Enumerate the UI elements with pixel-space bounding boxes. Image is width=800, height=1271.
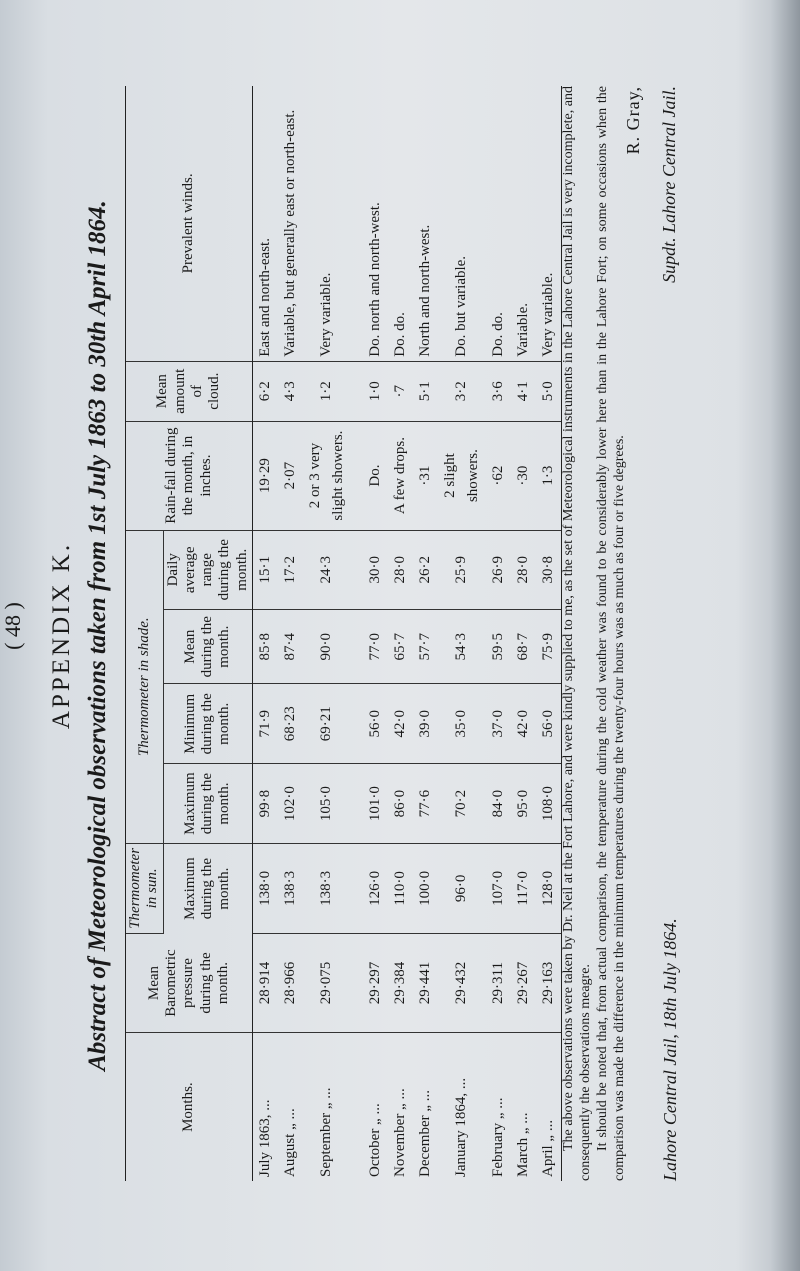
winds-cell: Do. do. (486, 86, 511, 361)
sun-max-cell: 110·0 (388, 843, 413, 933)
shade-mean-cell: 77·0 (363, 609, 388, 683)
table-row (278, 86, 303, 1181)
header-shade-range: Daily average range during the month. (163, 530, 252, 609)
month-cell: January 1864, (453, 1092, 470, 1177)
barometric-cell: 29·432 (438, 933, 486, 1032)
leader-dots: ... (539, 1119, 556, 1132)
rainfall-cell: ·62 (486, 421, 511, 530)
rainfall-cell: ·30 (511, 421, 536, 530)
shade-max-cell: 101·0 (363, 764, 388, 844)
rainfall-cell: 2 or 3 very slight showers. (303, 421, 351, 530)
cloud-cell: 6·2 (252, 361, 278, 421)
cloud-cell: ·7 (388, 361, 413, 421)
shade-min-cell: 71·9 (252, 684, 278, 764)
table-title: Abstract of Meteorological observations taken from 1st July 1863 to 30th April 1864. (84, 200, 111, 1071)
shade-min-cell: 37·0 (486, 684, 511, 764)
sun-max-cell: 126·0 (363, 843, 388, 933)
cloud-cell: 1·0 (363, 361, 388, 421)
shade-min-cell: 68·23 (278, 684, 303, 764)
table-row (252, 86, 278, 1181)
table-row (438, 86, 486, 1181)
sun-max-cell: 117·0 (511, 843, 536, 933)
rainfall-cell: 19·29 (252, 421, 278, 530)
header-shade-max: Maximum during the month. (163, 764, 252, 844)
month-cell: July 1863, (256, 1114, 273, 1177)
page-number: ( 48 ) (0, 602, 25, 650)
shade-mean-cell: 85·8 (252, 609, 278, 683)
cloud-cell: 5·0 (536, 361, 562, 421)
shade-max-cell: 70·2 (438, 764, 486, 844)
shade-max-cell: 77·6 (413, 764, 438, 844)
leader-dots: ... (453, 1077, 470, 1090)
shade-mean-cell: 65·7 (388, 609, 413, 683)
rainfall-cell: ·31 (413, 421, 438, 530)
leader-dots: ... (281, 1108, 298, 1120)
shade-max-cell: 99·8 (252, 764, 278, 844)
shade-max-cell: 95·0 (511, 764, 536, 844)
month-cell: October „ (366, 1118, 383, 1177)
signature-block (615, 86, 687, 283)
cloud-cell: 3·6 (486, 361, 511, 421)
month-cell: February „ (489, 1112, 506, 1177)
shade-range-cell: 25·9 (438, 530, 486, 609)
shade-range-cell: 17·2 (278, 530, 303, 609)
header-shade-group: Thermometer in shade. (126, 530, 164, 843)
header-cloud: Mean amount of cloud. (126, 361, 253, 421)
header-shade-mean: Mean during the month. (163, 609, 252, 683)
barometric-cell: 28·914 (252, 933, 278, 1032)
shade-range-cell: 15·1 (252, 530, 278, 609)
rainfall-cell: A few drops. (388, 421, 413, 530)
signatory-office: Supdt. Lahore Central Jail. (659, 86, 679, 283)
footnote-paragraph: It should be noted that, from actual comparison, the temperature during the cold weather was found to be considerably lower here than in the Lahore Fort; on some occasions when the comparison was made the difference in the minimum temperatures during the twenty-four hours was as much as four or five degrees. (595, 86, 627, 1181)
shade-mean-cell: 57·7 (413, 609, 438, 683)
header-sun-max: Maximum during the month. (163, 843, 252, 933)
cloud-cell: 4·1 (511, 361, 536, 421)
shade-min-cell: 56·0 (363, 684, 388, 764)
rainfall-cell: 1·3 (536, 421, 562, 530)
table-row (511, 86, 536, 1181)
header-months: Months. (126, 1033, 253, 1181)
month-cell: March „ (514, 1127, 531, 1177)
month-cell: November „ (391, 1103, 408, 1177)
shade-range-cell: 30·8 (536, 530, 562, 609)
leader-dots: ... (489, 1097, 506, 1109)
winds-cell: Very variable. (303, 86, 351, 361)
header-shade-min: Minimum during the month. (163, 684, 252, 764)
shade-mean-cell: 87·4 (278, 609, 303, 683)
barometric-cell: 28·966 (278, 933, 303, 1032)
shade-range-cell: 28·0 (511, 530, 536, 609)
table-row (536, 86, 562, 1181)
month-cell: August „ (281, 1123, 298, 1177)
shade-min-cell: 42·0 (388, 684, 413, 764)
table-row (363, 86, 388, 1181)
winds-cell: East and north-east. (252, 86, 278, 361)
leader-dots: ... (416, 1089, 433, 1102)
header-winds: Prevalent winds. (126, 86, 253, 361)
place-date: Lahore Central Jail, 18th July 1864. (660, 918, 680, 1181)
cloud-cell: 1·2 (303, 361, 351, 421)
table-row (486, 86, 511, 1181)
appendix-heading: APPENDIX K. (48, 541, 75, 730)
sun-max-cell: 100·0 (413, 843, 438, 933)
shade-range-cell: 26·9 (486, 530, 511, 609)
rainfall-cell: Do. (363, 421, 388, 530)
shade-mean-cell: 90·0 (303, 609, 351, 683)
shade-mean-cell: 75·9 (536, 609, 562, 683)
cloud-cell: 3·2 (438, 361, 486, 421)
shade-max-cell: 108·0 (536, 764, 562, 844)
leader-dots: ... (256, 1099, 273, 1111)
shade-max-cell: 84·0 (486, 764, 511, 844)
header-sun-group: Thermometer in sun. (126, 843, 164, 933)
leader-dots: ... (514, 1112, 531, 1124)
leader-dots: ... (366, 1103, 383, 1115)
header-rainfall: Rain-fall during the month, in inches. (126, 421, 253, 530)
shade-max-cell: 105·0 (303, 764, 351, 844)
shade-max-cell: 86·0 (388, 764, 413, 844)
barometric-cell: 29·267 (511, 933, 536, 1032)
winds-cell: North and north-west. (413, 86, 438, 361)
sun-max-cell: 138·3 (278, 843, 303, 933)
cloud-cell: 4·3 (278, 361, 303, 421)
header-barometric: Mean Barometric pressure during the month. (126, 933, 253, 1032)
signatory-name: R. Gray, (623, 86, 643, 155)
shade-max-cell: 102·0 (278, 764, 303, 844)
sun-max-cell: 107·0 (486, 843, 511, 933)
shade-range-cell: 24·3 (303, 530, 351, 609)
winds-cell: Variable, but generally east or north-east. (278, 86, 303, 361)
table-row (413, 86, 438, 1181)
shade-range-cell: 26·2 (413, 530, 438, 609)
winds-cell: Very variable. (536, 86, 562, 361)
leader-dots: ... (318, 1087, 335, 1099)
rainfall-cell: 2·07 (278, 421, 303, 530)
rainfall-cell: 2 slight showers. (438, 421, 486, 530)
winds-cell: Do. but variable. (438, 86, 486, 361)
shade-min-cell: 56·0 (536, 684, 562, 764)
winds-cell: Variable. (511, 86, 536, 361)
footnote-paragraph: The above observations were taken by Dr. Neil at the Fort Lahore, and were kindly supplied to me, as the set of Meteorological instruments in the Lahore Central Jail is very incomplete, and consequently the observations meagre. (561, 86, 593, 1181)
barometric-cell: 29·075 (303, 933, 351, 1032)
table-row (388, 86, 413, 1181)
barometric-cell: 29·163 (536, 933, 562, 1032)
shade-min-cell: 39·0 (413, 684, 438, 764)
month-cell: April „ (539, 1134, 556, 1177)
sun-max-cell: 96·0 (438, 843, 486, 933)
leader-dots: ... (391, 1088, 408, 1100)
barometric-cell: 29·384 (388, 933, 413, 1032)
observations-table (125, 86, 562, 1181)
barometric-cell: 29·311 (486, 933, 511, 1032)
table-row (303, 86, 351, 1181)
shade-range-cell: 30·0 (363, 530, 388, 609)
barometric-cell: 29·441 (413, 933, 438, 1032)
sun-max-cell: 138·3 (303, 843, 351, 933)
shade-mean-cell: 68·7 (511, 609, 536, 683)
spacer-row (351, 86, 363, 1181)
shade-mean-cell: 54·3 (438, 609, 486, 683)
winds-cell: Do. do. (388, 86, 413, 361)
sun-max-cell: 128·0 (536, 843, 562, 933)
shade-range-cell: 28·0 (388, 530, 413, 609)
cloud-cell: 5·1 (413, 361, 438, 421)
shade-min-cell: 69·21 (303, 684, 351, 764)
month-cell: December „ (416, 1104, 433, 1177)
barometric-cell: 29·297 (363, 933, 388, 1032)
shade-min-cell: 42·0 (511, 684, 536, 764)
shade-min-cell: 35·0 (438, 684, 486, 764)
winds-cell: Do. north and north-west. (363, 86, 388, 361)
month-cell: September „ (318, 1102, 335, 1177)
shade-mean-cell: 59·5 (486, 609, 511, 683)
sun-max-cell: 138·0 (252, 843, 278, 933)
